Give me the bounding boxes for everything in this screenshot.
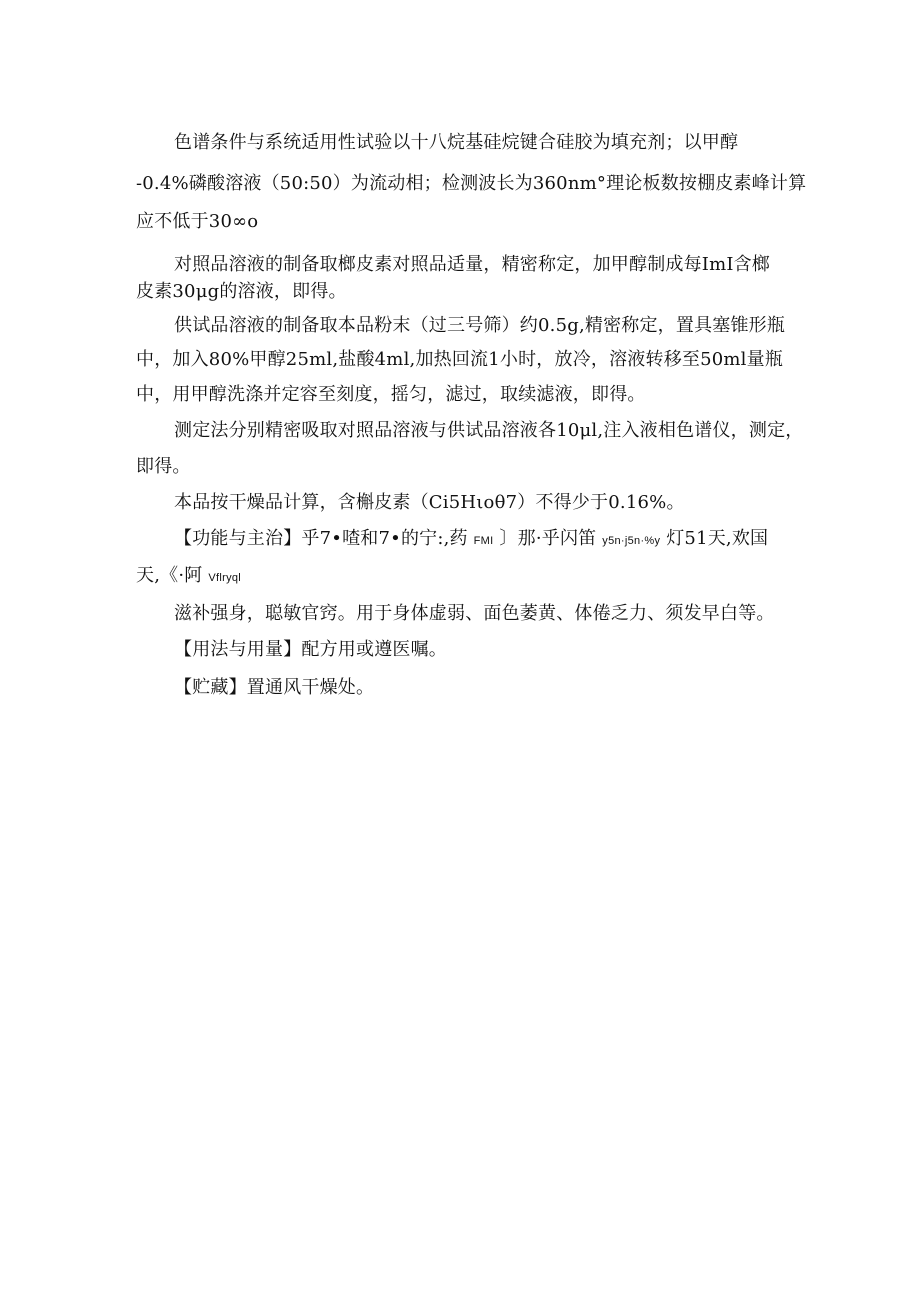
assay-method-line-1: 测定法分别精密吸取对照品溶液与供试品溶液各10μl,注入液相色谱仪，测定， [174, 420, 804, 441]
sample-solution-line-2: 中，加入80%甲醇25ml,盐酸4ml,加热回流1小时，放冷，溶液转移至50ml量瓶 [136, 349, 784, 370]
function-text-line2-part-a: 天,《·阿 [136, 565, 203, 586]
sample-solution-line-3: 中，用甲醇洗涤并定容至刻度，摇匀，滤过，取续滤液，即得。 [136, 384, 646, 405]
chromatography-text-line-2: -0.4%磷酸溶液（50:50）为流动相；检测波长为360nm°理论板数按棚皮素峰计算 [136, 173, 807, 194]
content-requirement-line: 本品按干燥品计算，含槲皮素（Ci5Hιoθ7）不得少于0.16%。 [174, 492, 685, 513]
function-text-part-d: y5n·j5n·%y [602, 535, 661, 547]
chromatography-text-line-3: 应不低于30∞o [136, 211, 259, 232]
usage-dosage-line: 【用法与用量】配方用或遵医嘱。 [174, 639, 447, 660]
function-text-part-a: 【功能与主治】乎7•喳和7•的宁:,药 [174, 528, 468, 549]
function-text-part-b: FMI [473, 535, 494, 547]
function-indication-line-1 [174, 527, 768, 553]
function-text-part-c: 〕那·乎闪笛 [499, 528, 597, 549]
reference-solution-line-2: 皮素30μg的溶液，即得。 [136, 281, 347, 302]
sample-solution-line-1: 供试品溶液的制备取本品粉末（过三号筛）约0.5g,精密称定，置具塞锥形瓶 [174, 315, 786, 336]
chromatography-text-line-1: 色谱条件与系统适用性试验以十八烷基硅烷键合硅胶为填充剂；以甲醇 [174, 132, 739, 153]
assay-method-line-2: 即得。 [136, 456, 191, 477]
function-indication-line-3: 滋补强身，聪敏官窍。用于身体虚弱、面色萎黄、体倦乏力、须发早白等。 [174, 603, 775, 624]
storage-line: 【贮藏】置通风干燥处。 [174, 677, 375, 698]
function-text-line2-part-b: Vflryql [208, 572, 242, 584]
reference-solution-line-1: 对照品溶液的制备取榔皮素对照品适量，精密称定，加甲醇制成每ImI含榔 [174, 254, 771, 275]
function-text-part-e: 灯51天,欢国 [666, 528, 769, 549]
function-indication-line-2 [136, 564, 241, 590]
